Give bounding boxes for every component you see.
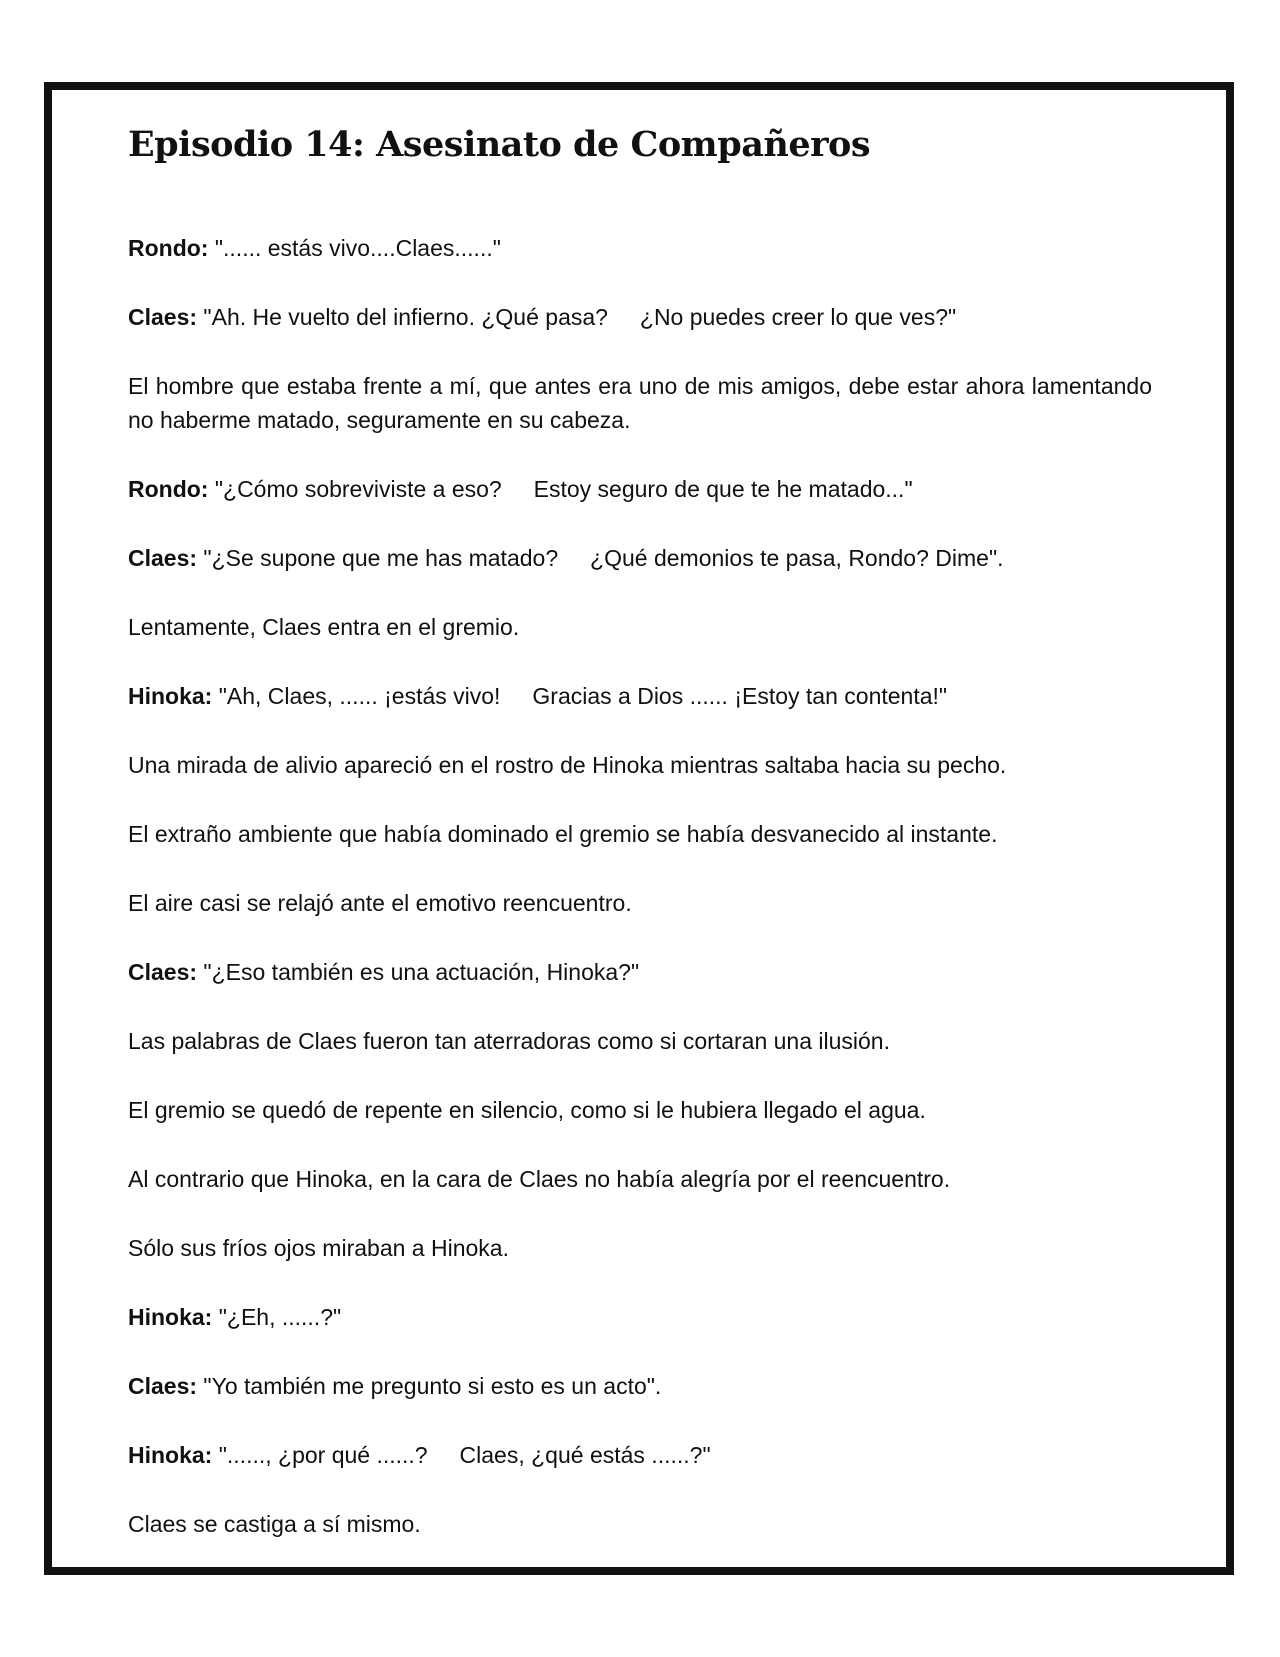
narration-paragraph [128, 748, 1152, 782]
dialogue-text: "¿Cómo sobreviviste a eso? Estoy seguro de que te he matado..." [208, 476, 913, 502]
speaker-name: Claes: [128, 1373, 198, 1399]
narration-paragraph [128, 1231, 1152, 1265]
dialogue-text: "...... estás vivo....Claes......" [208, 235, 501, 261]
speaker-name: Hinoka: [128, 1304, 213, 1330]
dialogue-line [128, 679, 1152, 713]
dialogue-line [128, 231, 1152, 265]
narration-paragraph [128, 610, 1152, 644]
episode-title: Episodio 14: Asesinato de Compañeros [128, 124, 871, 165]
dialogue-text: "Ah. He vuelto del infierno. ¿Qué pasa? ¿No puedes creer lo que ves?" [197, 304, 957, 330]
narration-paragraph [128, 817, 1152, 851]
speaker-name: Rondo: [128, 476, 209, 502]
narration-paragraph [128, 369, 1152, 437]
dialogue-text: "Yo también me pregunto si esto es un acto". [197, 1373, 662, 1399]
story-text [128, 231, 1152, 1576]
speaker-name: Rondo: [128, 235, 209, 261]
dialogue-text: "Ah, Claes, ...... ¡estás vivo! Gracias a Dios ...... ¡Estoy tan contenta!" [212, 683, 948, 709]
speaker-name: Claes: [128, 959, 198, 985]
dialogue-text: "¿Eso también es una actuación, Hinoka?" [197, 959, 640, 985]
dialogue-line [128, 1438, 1152, 1472]
speaker-name: Hinoka: [128, 1442, 213, 1468]
narration-paragraph [128, 1024, 1152, 1058]
narration-text: Las palabras de Claes fueron tan aterradoras como si cortaran una ilusión. [128, 1028, 890, 1054]
dialogue-line [128, 1300, 1152, 1334]
dialogue-line [128, 300, 1152, 334]
speaker-name: Claes: [128, 304, 198, 330]
dialogue-line [128, 955, 1152, 989]
speaker-name: Hinoka: [128, 683, 213, 709]
dialogue-line [128, 541, 1152, 575]
narration-text: Al contrario que Hinoka, en la cara de Claes no había alegría por el reencuentro. [128, 1166, 951, 1192]
narration-paragraph [128, 1507, 1152, 1541]
narration-paragraph [128, 1093, 1152, 1127]
dialogue-text: "¿Se supone que me has matado? ¿Qué demonios te pasa, Rondo? Dime". [197, 545, 1004, 571]
narration-paragraph [128, 1162, 1152, 1196]
speaker-name: Claes: [128, 545, 198, 571]
narration-text: Una mirada de alivio apareció en el rostro de Hinoka mientras saltaba hacia su pecho. [128, 752, 1007, 778]
narration-text: El extraño ambiente que había dominado el gremio se había desvanecido al instante. [128, 821, 998, 847]
narration-text: El gremio se quedó de repente en silencio, como si le hubiera llegado el agua. [128, 1097, 926, 1123]
dialogue-text: "......, ¿por qué ......? Claes, ¿qué estás ......?" [212, 1442, 711, 1468]
narration-text: Claes se castiga a sí mismo. [128, 1511, 421, 1537]
narration-text: Sólo sus fríos ojos miraban a Hinoka. [128, 1235, 509, 1261]
narration-text: El aire casi se relajó ante el emotivo reencuentro. [128, 890, 632, 916]
narration-text: El hombre que estaba frente a mí, que antes era uno de mis amigos, debe estar ahora lamentando no haberme matado, seguramente en su cabeza. [128, 373, 1152, 433]
narration-paragraph [128, 886, 1152, 920]
dialogue-line [128, 472, 1152, 506]
dialogue-text: "¿Eh, ......?" [212, 1304, 342, 1330]
narration-text: Lentamente, Claes entra en el gremio. [128, 614, 520, 640]
dialogue-line [128, 1369, 1152, 1403]
